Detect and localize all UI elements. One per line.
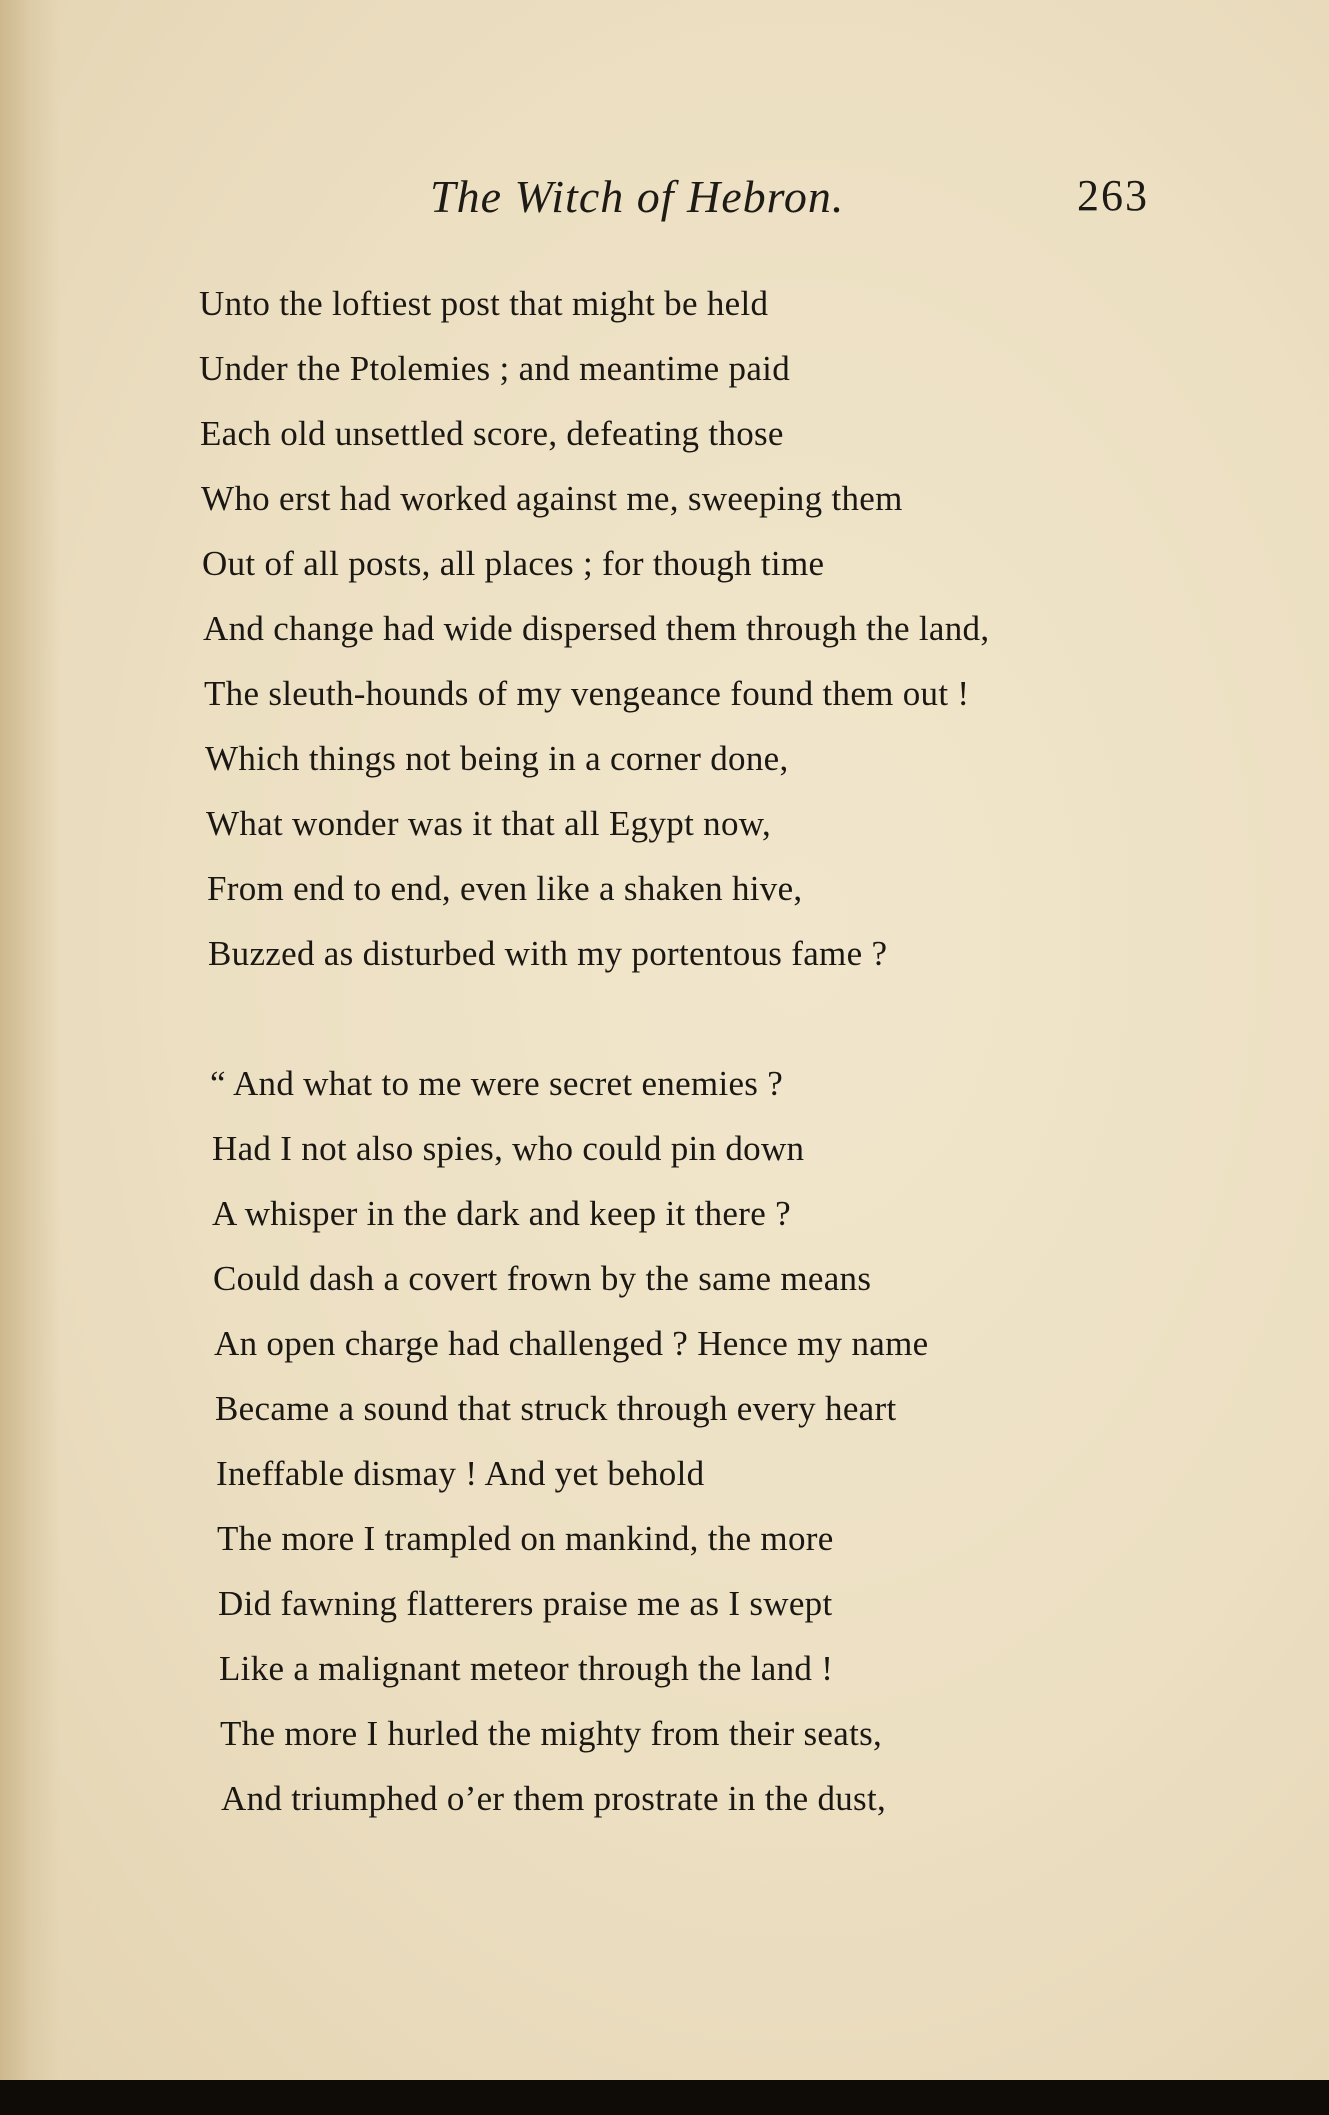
poem-line: Could dash a covert frown by the same means bbox=[213, 1259, 872, 1298]
poem-line: Ineffable dismay ! And yet behold bbox=[216, 1454, 705, 1493]
poem-line: Like a malignant meteor through the land ! bbox=[219, 1649, 834, 1688]
poem-line: Unto the loftiest post that might be held bbox=[199, 284, 769, 323]
poem-line: Which things not being in a corner done, bbox=[205, 739, 789, 778]
poem-line: Under the Ptolemies ; and meantime paid bbox=[199, 349, 790, 388]
poem-line: Had I not also spies, who could pin down bbox=[212, 1129, 805, 1168]
poem-line: Did fawning flatterers praise me as I swept bbox=[218, 1584, 833, 1623]
poem-line: “ And what to me were secret enemies ? bbox=[210, 1064, 784, 1103]
poem-line: From end to end, even like a shaken hive, bbox=[207, 869, 803, 908]
running-title: The Witch of Hebron. bbox=[430, 171, 845, 222]
scan-border bbox=[0, 2080, 1329, 2115]
poem-line: The more I hurled the mighty from their seats, bbox=[220, 1714, 883, 1753]
poem-line: Out of all posts, all places ; for though time bbox=[202, 544, 825, 583]
poem-line: And change had wide dispersed them through the land, bbox=[203, 609, 990, 648]
poem-line: Became a sound that struck through every heart bbox=[215, 1389, 897, 1428]
poem-line: And triumphed o’er them prostrate in the dust, bbox=[221, 1779, 887, 1818]
poem-line: The more I trampled on mankind, the more bbox=[217, 1519, 834, 1558]
page-number: 263 bbox=[1077, 171, 1149, 220]
poem-line: A whisper in the dark and keep it there ? bbox=[212, 1194, 791, 1233]
poem-line: Each old unsettled score, defeating those bbox=[200, 414, 784, 453]
poem-line: Buzzed as disturbed with my portentous fame ? bbox=[208, 934, 888, 973]
poem-line: What wonder was it that all Egypt now, bbox=[206, 804, 772, 843]
poem-line: The sleuth-hounds of my vengeance found them out ! bbox=[204, 674, 970, 713]
page-header bbox=[0, 170, 1329, 240]
poem-line: An open charge had challenged ? Hence my name bbox=[214, 1324, 929, 1363]
poem-line: Who erst had worked against me, sweeping them bbox=[201, 479, 903, 518]
